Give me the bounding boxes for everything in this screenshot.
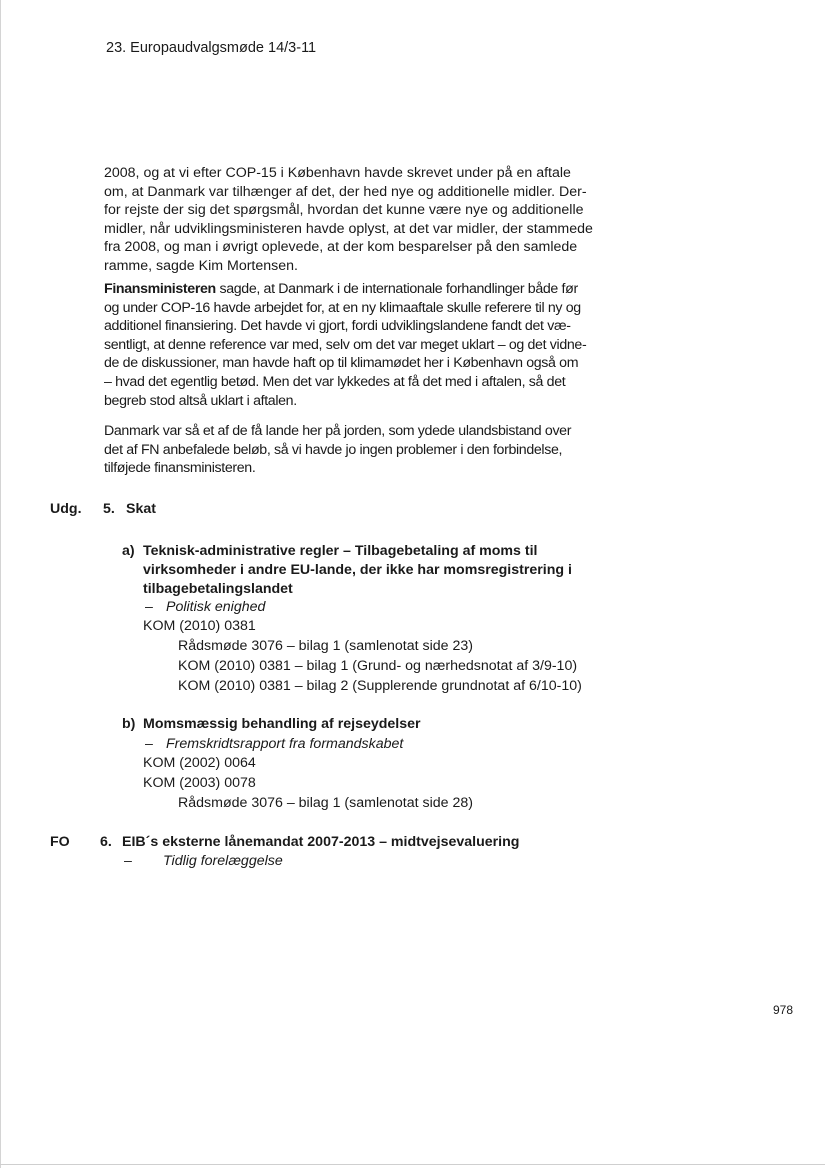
item5-number: 5. — [103, 501, 115, 517]
item6-dash: – — [124, 853, 132, 869]
text-line: midler, når udviklingsministeren havde oplyst, at det var midler, der stammede — [104, 220, 593, 237]
item5a-label: a) — [122, 543, 135, 559]
item5b-dash: – — [145, 736, 153, 752]
item5b-title: Momsmæssig behandling af rejseydelser — [143, 716, 421, 732]
text-line: additionel finansiering. Det havde vi gjort, fordi udviklingslandene fandt det væ- — [104, 318, 571, 335]
paragraph-3 — [104, 422, 594, 478]
item5a-dash: – — [145, 599, 153, 615]
text-line: om, at Danmark var tilhænger af det, der hed nye og additionelle midler. Der- — [104, 183, 587, 200]
page-header: 23. Europaudvalgsmøde 14/3-11 — [106, 40, 317, 56]
text-line: tilføjede finansministeren. — [104, 460, 256, 477]
item5-title: Skat — [126, 501, 156, 517]
item5a-ref: KOM (2010) 0381 – bilag 1 (Grund- og nærhedsnotat af 3/9-10) — [178, 658, 578, 674]
text-line: – hvad det egentlig betød. Men det var lykkedes at få det med i aftalen, så det — [104, 373, 566, 390]
item5b-kom: KOM (2002) 0064 — [143, 755, 256, 771]
item5a-status: Politisk enighed — [166, 599, 266, 615]
scan-left-edge — [0, 0, 1, 1168]
scan-bottom-edge — [0, 1164, 825, 1165]
item5a-title-line: tilbagebetalingslandet — [143, 581, 293, 597]
item5-marker: Udg. — [50, 501, 82, 517]
speaker-name: Finansministeren — [104, 281, 216, 297]
item6-number: 6. — [100, 834, 112, 850]
page-number: 978 — [773, 1003, 794, 1017]
paragraph-1 — [104, 164, 594, 276]
item6-marker: FO — [50, 834, 70, 850]
text-line: for rejste der sig det spørgsmål, hvordan det kunne være nye og additionelle — [104, 202, 584, 219]
paragraph-2 — [104, 280, 594, 410]
item6-title: EIB´s eksterne lånemandat 2007-2013 – midtvejsevaluering — [122, 834, 520, 850]
item5b-label: b) — [122, 716, 136, 732]
item5b-kom: KOM (2003) 0078 — [143, 775, 256, 791]
item5b-ref: Rådsmøde 3076 – bilag 1 (samlenotat side 28) — [178, 795, 473, 811]
text-line: det af FN anbefalede beløb, så vi havde jo ingen problemer i den forbindelse, — [104, 441, 563, 458]
item5a-ref: KOM (2010) 0381 – bilag 2 (Supplerende grundnotat af 6/10-10) — [178, 678, 582, 694]
item5a-title-line: virksomheder i andre EU-lande, der ikke har momsregistrering i — [143, 562, 572, 578]
item5a-kom: KOM (2010) 0381 — [143, 618, 256, 634]
text-line: begreb stod altså uklart i aftalen. — [104, 392, 297, 409]
text-line: 2008, og at vi efter COP-15 i København havde skrevet under på en aftale — [104, 165, 571, 181]
text-line: de de diskussioner, man havde haft op til klimamødet her i København også om — [104, 355, 579, 372]
text-line: sentligt, at denne reference var med, selv om det var meget uklart – og det vidne- — [104, 336, 587, 353]
item5a-title-line: Teknisk-administrative regler – Tilbagebetaling af moms til — [143, 543, 538, 559]
item5b-status: Fremskridtsrapport fra formandskabet — [166, 736, 404, 752]
text-line: Danmark var så et af de få lande her på jorden, som ydede ulandsbistand over — [104, 423, 572, 439]
text-line: og under COP-16 havde arbejdet for, at en ny klimaaftale skulle referere til ny og — [104, 299, 581, 316]
item5a-ref: Rådsmøde 3076 – bilag 1 (samlenotat side 23) — [178, 638, 473, 654]
text-line: fra 2008, og man i øvrigt oplevede, at der kom besparelser på den samlede — [104, 239, 578, 256]
text-line: ramme, sagde Kim Mortensen. — [104, 257, 298, 274]
text-line: Finansministeren sagde, at Danmark i de internationale forhandlinger både før — [104, 281, 578, 297]
item6-status: Tidlig forelæggelse — [163, 853, 283, 869]
